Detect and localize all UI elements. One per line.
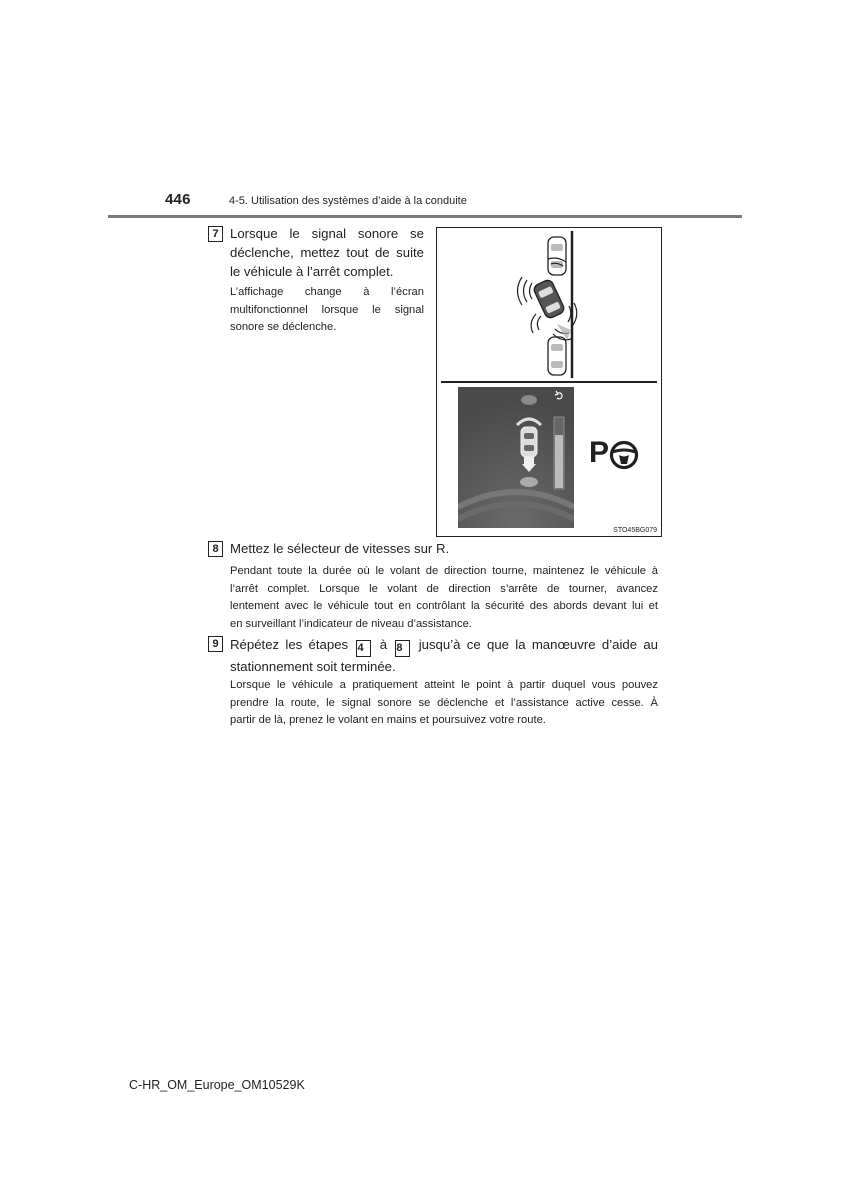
parking-manoeuvre-illustration xyxy=(437,228,663,381)
step-ref-8: 8 xyxy=(395,640,410,657)
parking-assist-figure xyxy=(436,227,662,537)
step-7-line-1: Lorsque le signal sonore se xyxy=(230,226,424,241)
step-9-line-2: stationnement soit terminée. xyxy=(230,659,396,674)
step-8-note-line-4: en surveillant l’indicateur de niveau d’assistance. xyxy=(230,617,472,630)
step-9-line-1 xyxy=(230,635,658,657)
step-8-text: Mettez le sélecteur de vitesses sur R. xyxy=(230,541,450,556)
parked-car-rear-icon xyxy=(548,337,566,375)
step-9-note-line-2: prendre la route, le signal sonore se déclenche et l’assistance active cesse. À xyxy=(230,696,658,709)
front-sensor-icon xyxy=(521,395,537,405)
step-9-note-line-3: partir de là, prenez le volant en mains et poursuivez votre route. xyxy=(230,714,546,726)
step-9-number: 9 xyxy=(208,636,223,652)
rear-sensor-icon xyxy=(520,477,538,487)
step-ref-4: 4 xyxy=(356,640,371,657)
step-8-note xyxy=(230,563,658,633)
step-9-note-line-1: Lorsque le véhicule a pratiquement atteint le point à partir duquel vous pouvez xyxy=(230,679,658,691)
parking-symbol: P xyxy=(589,436,610,469)
vehicle-icon xyxy=(521,427,537,457)
figure-code: STO45BG079 xyxy=(613,527,657,534)
step-7-number: 7 xyxy=(208,226,223,242)
step-7-text xyxy=(230,224,424,281)
step-7-note-line-2: multifonctionnel lorsque le signal xyxy=(230,303,424,316)
step-9-note xyxy=(230,677,658,730)
manoeuvring-car-icon xyxy=(532,278,565,319)
step-7-line-3: le véhicule à l’arrêt complet. xyxy=(230,264,394,279)
header-rule xyxy=(108,215,742,218)
parked-car-front-icon xyxy=(548,237,566,275)
step-7-note-line-1: L’affichage change à l’écran xyxy=(230,286,424,298)
page-number: 446 xyxy=(165,191,191,208)
section-title: 4-5. Utilisation des systèmes d’aide à la conduite xyxy=(229,195,467,207)
step-7-note-line-3: sonore se déclenche. xyxy=(230,321,337,333)
step-9-text xyxy=(230,635,658,676)
step-9-text-part-3: jusqu’à ce que la manœuvre d’aide au xyxy=(418,637,659,652)
step-9-text-part-2: à xyxy=(379,637,388,652)
figure-divider xyxy=(441,381,657,383)
step-8-note-line-2: l’arrêt complet. Lorsque le volant de direction s’arrête de tourner, avancez xyxy=(230,582,658,595)
multi-info-display xyxy=(458,387,574,528)
step-8-note-line-3: lentement avec le véhicule tout en contrôlant la sécurité des abords devant lui et xyxy=(230,600,658,612)
document-code: C-HR_OM_Europe_OM10529K xyxy=(129,1078,305,1092)
step-7-line-2: déclenche, mettez tout de suite xyxy=(230,245,424,260)
display-graphic xyxy=(458,387,574,528)
steering-wheel-icon xyxy=(609,440,639,470)
step-9-text-part-1: Répétez les étapes xyxy=(230,637,349,652)
step-8-note-line-1: Pendant toute la durée où le volant de direction tourne, maintenez le véhicule à xyxy=(230,565,658,577)
step-8-number: 8 xyxy=(208,541,223,557)
step-7-note xyxy=(230,284,424,337)
